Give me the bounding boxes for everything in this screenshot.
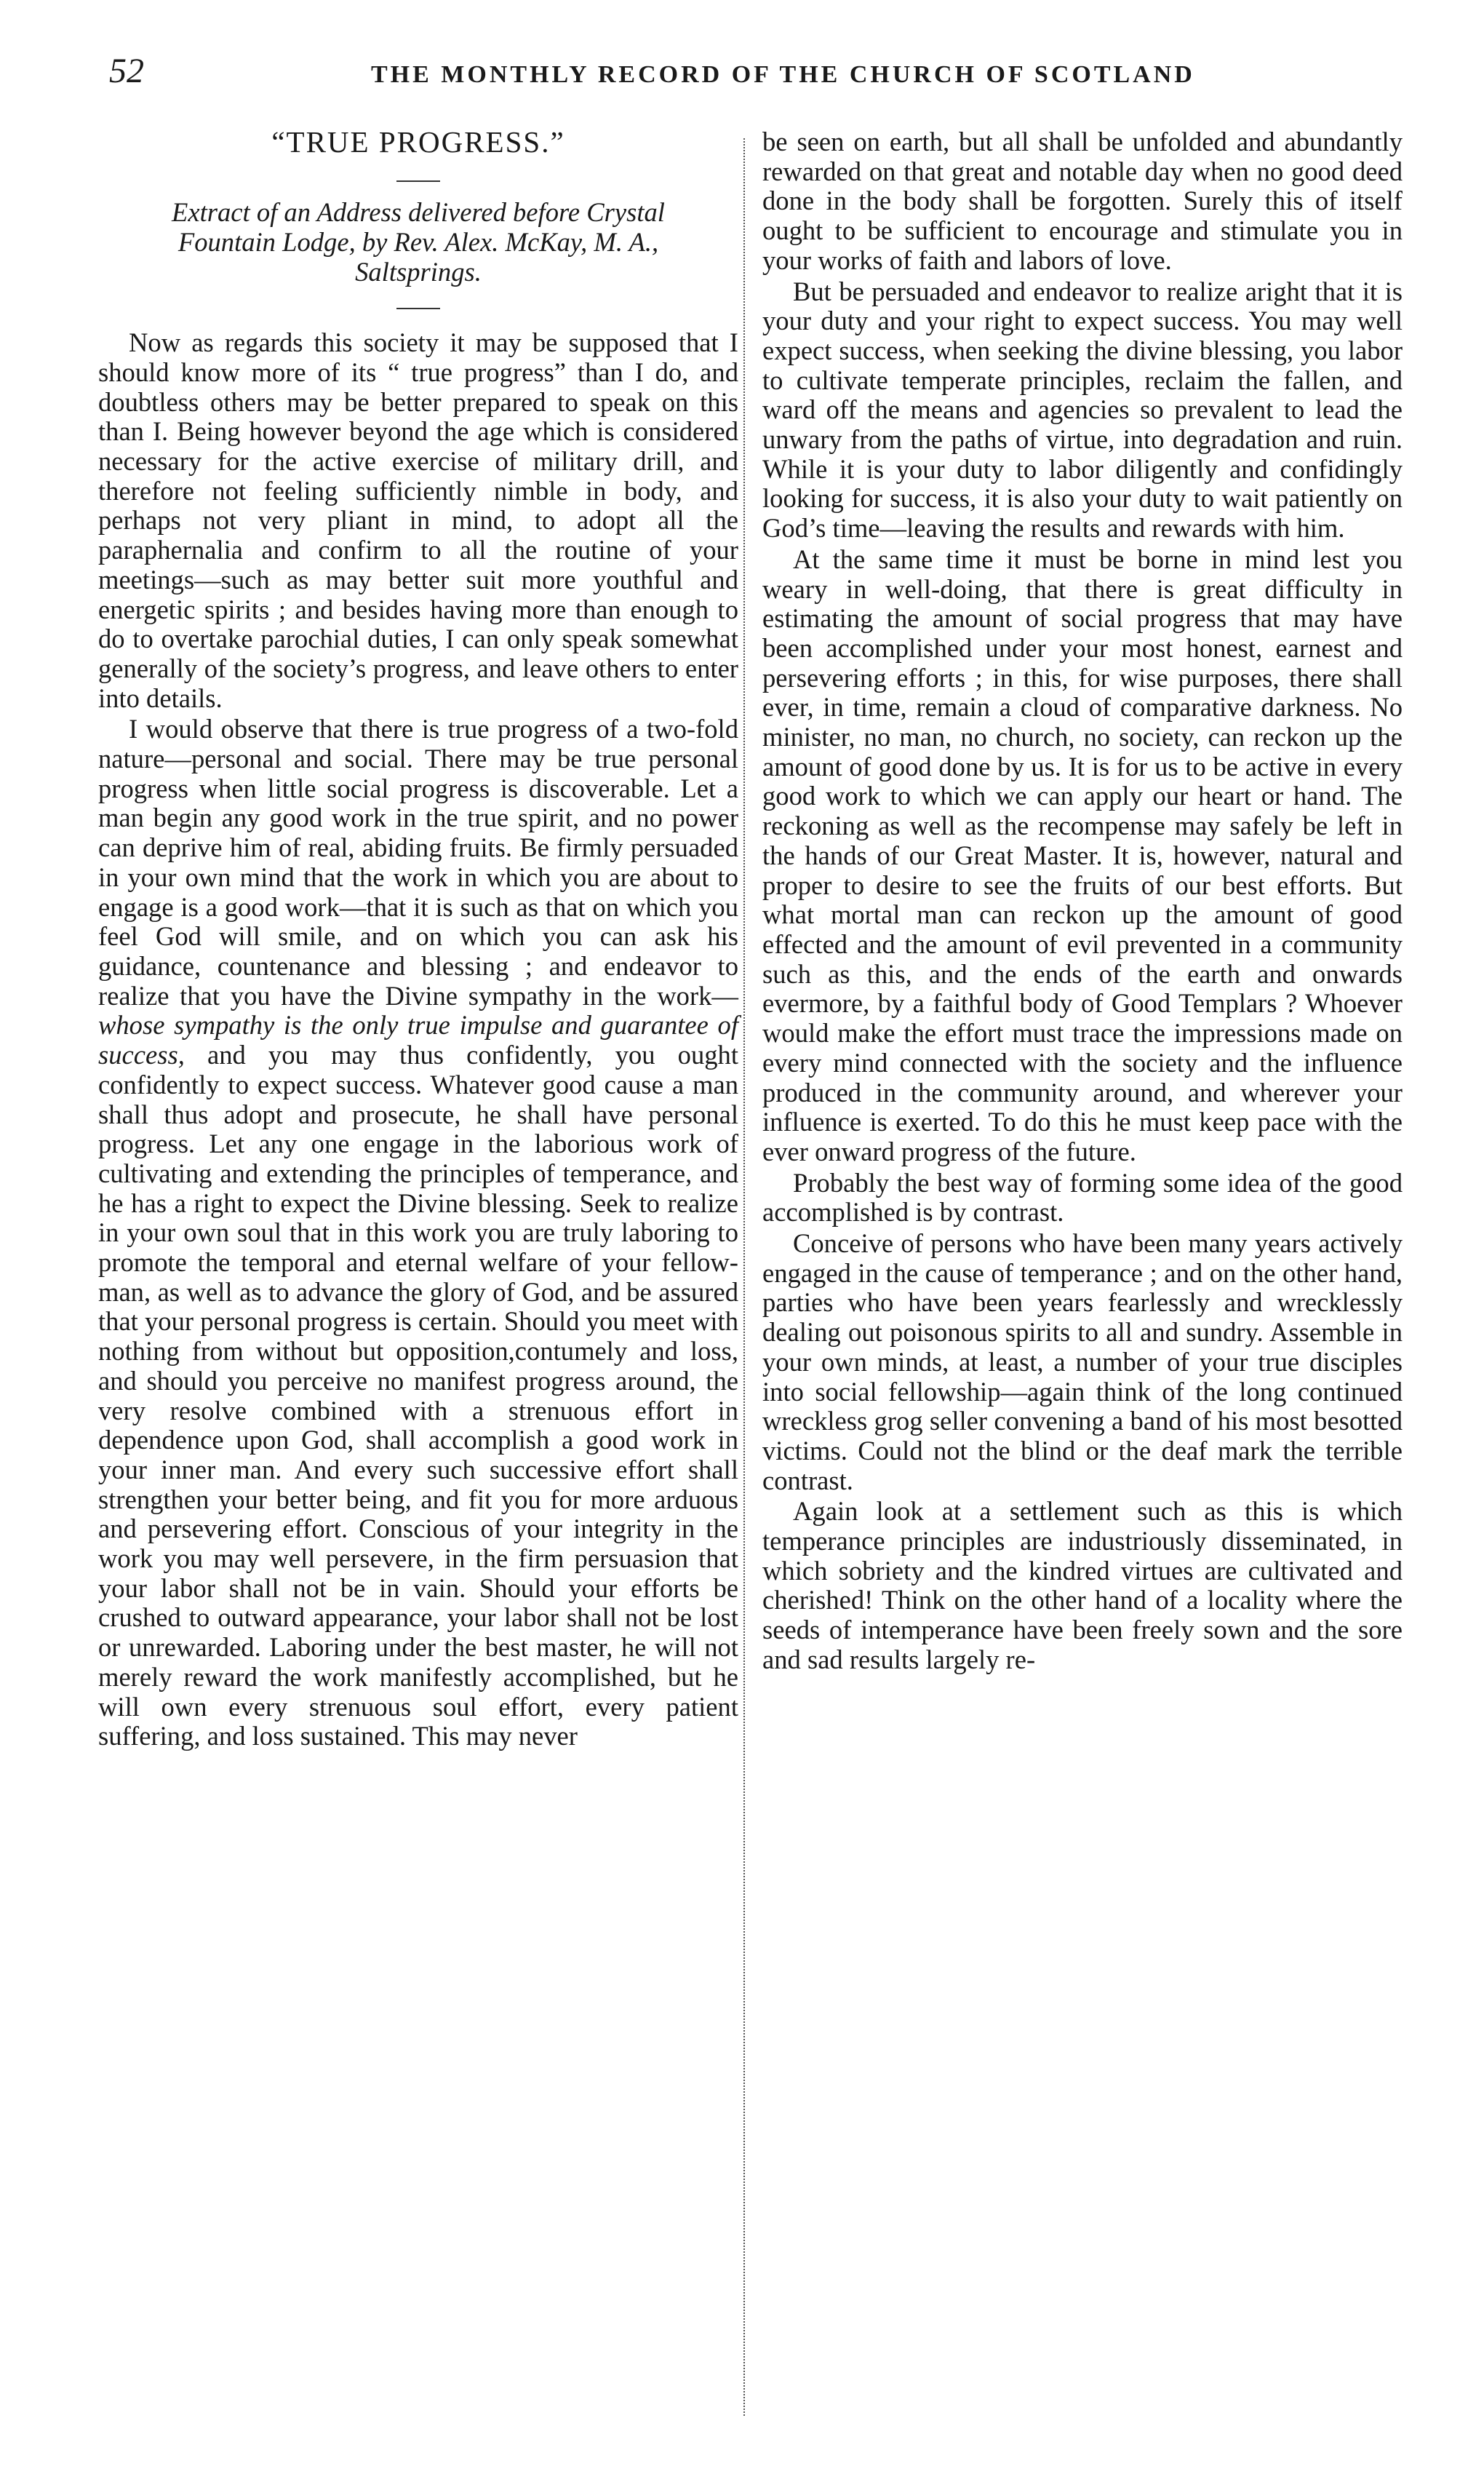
paragraph-text: and you may thus confidently, you ought confidently to expect success. Whatever good cause a man shall thus adopt and prosecute, he shall have personal progress. Let any one engage in the laborious work of cultivating and extending the principles of temperance, and he has a right to expect the Divine blessing. Seek to realize in your own soul that in this work you are truly laboring to promote the temporal and eternal welfare of your fellow-man, as well as to advance the glory of God, and be assured that your personal progress is certain. Should you meet with nothing from without but opposition,contumely and loss, and should you perceive no manifest progress around, the very resolve combined with a strenuous effort in dependence upon God, shall accomplish a good work in your inner man. And every such successive effort shall strengthen your better being, and fit you for more arduous and persevering effort. Conscious of your integrity in the work you may well persevere, in the firm persuasion that your labor shall not be in vain. Should your efforts be crushed to outward appearance, your labor shall not be lost or unrewarded. Laboring under the best master, he will not merely reward the work manifestly accomplished, but he will own every strenuous soul effort, every patient suffering, and loss sustained. This may never [98,1040,738,1751]
paragraph: be seen on earth, but all shall be unfolded and abundantly rewarded on that great and notable day when no good deed done in the body shall be forgotten. Surely this of itself ought to be sufficient to encourage and stimulate you in your works of faith and labors of love. [762,127,1403,275]
page-number: 52 [109,52,144,90]
paragraph: Now as regards this society it may be supposed that I should know more of its “ true progress” than I do, and doubtless others may be better prepared to speak on this than I. Being however beyond the age which is considered necessary for the active exercise of military drill, and therefore not feeling sufficiently nimble in body, and perhaps not very pliant in mind, to adopt all the paraphernalia and confirm to all the routine of your meetings—such as may better suit more youthful and energetic spirits ; and besides having more than enough to do to overtake parochial duties, I can only speak somewhat generally of the society’s progress, and leave others to enter into details. [98,327,738,713]
article-title: “TRUE PROGRESS.” [271,125,565,159]
subtitle-rule [98,292,738,322]
right-column [762,127,1403,1675]
left-column [98,127,738,1751]
emphasis-text: whose sympathy is the only true impulse and guarantee of success, [98,1010,738,1070]
paragraph: But be persuaded and endeavor to realize aright that it is your duty and your right to expect success. You may well expect success, when seeking the divine blessing, you labor to cultivate temperate principles, reclaim the fallen, and ward off the means and agencies so prevalent to lead the unwary from the paths of virtue, into degradation and ruin. While it is your duty to labor diligently and confidingly looking for success, it is also your duty to wait patiently on God’s time—leaving the results and rewards with him. [762,276,1403,544]
paragraph: Probably the best way of forming some idea of the good accomplished is by contrast. [762,1167,1403,1228]
page-header [109,51,1448,109]
paragraph: At the same time it must be borne in mind lest you weary in well-doing, that there is great difficulty in estimating the amount of social progress that may have been accomplished under your most honest, earnest and persevering efforts ; in this, for wise purposes, there shall ever, in time, remain a cloud of comparative darkness. No minister, no man, no church, no society, can reckon up the amount of good done by us. It is for us to be active in every good work to which we can apply our heart or hand. The reckoning as well as the recompense may safely be left in the hands of our Great Master. It is, however, natural and proper to desire to see the fruits of our best efforts. But what mortal man can reckon up the amount of good effected and the amount of evil prevented in a community such as this, and the ends of the earth and onwards evermore, by a faithful body of Good Templars ? Whoever would make the effort must trace the impressions made on every mind connected with the society and the influence produced in the community around, and wherever your influence is exerted. To do this he must keep pace with the ever onward progress of the future. [762,544,1403,1166]
paragraph-text: I would observe that there is true progress of a two-fold nature—personal and social. There may be true personal progress when little social progress is discoverable. Let a man begin any good work in the true spirit, and no power can deprive him of real, abiding fruits. Be firmly persuaded in your own mind that the work in which you are about to engage is a good work—that it is such as that on which you feel God will smile, and on which you can ask his guidance, countenance and blessing ; and endeavor to realize that you have the Divine sympathy in the work— [98,714,738,1011]
article-subtitle: Extract of an Address delivered before Crystal Fountain Lodge, by Rev. Alex. McKay, M. A., Saltsprings. [172,197,665,287]
paragraph [98,715,738,1751]
column-divider [743,138,745,2416]
title-rule [98,164,738,194]
paragraph: Again look at a settlement such as this is which temperance principles are industriously disseminated, in which sobriety and the kindred virtues are cultivated and cherished! Think on the other hand of a locality where the seeds of intemperance have been freely sown and the sore and sad results largely re- [762,1496,1403,1674]
running-title: THE MONTHLY RECORD OF THE CHURCH OF SCOTLAND [371,61,1195,88]
paragraph: Conceive of persons who have been many years actively engaged in the cause of temperance ; and on the other hand, parties who have been years fearlessly and wrecklessly dealing out poisonous spirits to all and sundry. Assemble in your own minds, at least, a number of your true disciples into social fellowship—again think of the long continued wreckless grog seller convening a band of his most besotted victims. Could not the blind or the deaf mark the terrible contrast. [762,1228,1403,1495]
